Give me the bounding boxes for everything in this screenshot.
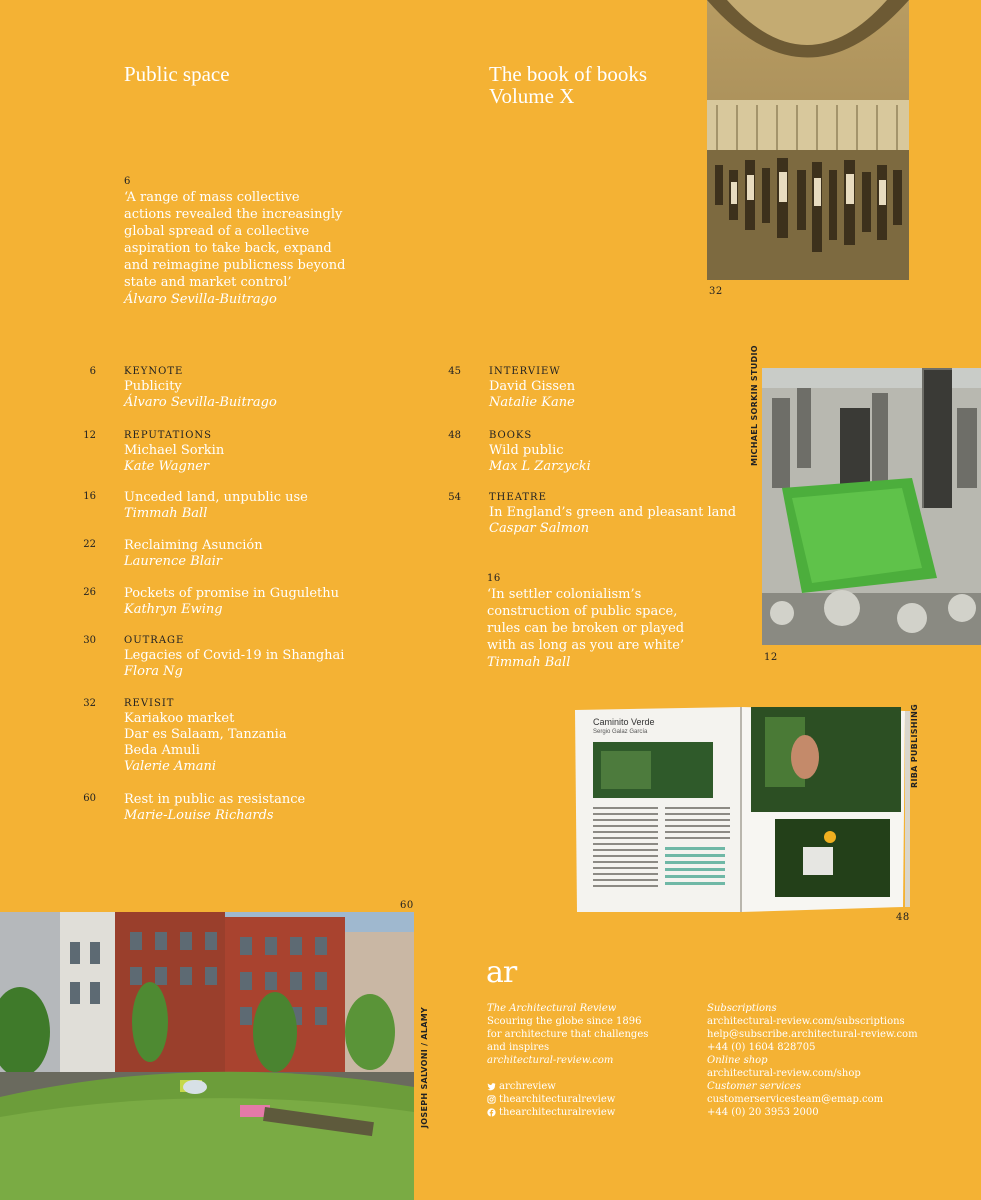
entry-title: Wild public [489, 443, 564, 458]
twitter-icon [487, 1082, 496, 1091]
subscriptions-link[interactable]: architectural-review.com/subscriptions [707, 1016, 905, 1027]
entry-author: Valerie Amani [124, 759, 216, 774]
customer-email[interactable]: customerservicesteam@emap.com [707, 1094, 884, 1105]
ar-logo: ar [486, 955, 517, 990]
park-lying-photo [0, 912, 414, 1200]
entry-category: REVISIT [124, 698, 175, 709]
entry-category: THEATRE [489, 492, 547, 503]
tagline-line: Scouring the globe since 1896 [487, 1016, 642, 1027]
quote-line: actions revealed the increasingly [124, 207, 343, 222]
subscriptions-email[interactable]: help@subscribe.architectural-review.com [707, 1029, 918, 1040]
entry-page-number: 16 [83, 491, 96, 502]
social-instagram[interactable] [487, 1093, 687, 1106]
entry-page-number: 48 [448, 430, 461, 441]
subscriptions-label: Subscriptions [707, 1003, 777, 1014]
quote-author: Álvaro Sevilla-Buitrago [124, 292, 277, 307]
airport-crowd-photo [707, 0, 909, 280]
heading-line-1: The book of books [489, 62, 648, 86]
tagline-line: for architecture that challenges [487, 1029, 649, 1040]
section-heading-public-space: Public space [124, 62, 230, 86]
photo-page-number: 12 [764, 652, 778, 663]
photo-credit: MICHAEL SORKIN STUDIO [750, 345, 759, 466]
entry-page-number: 60 [83, 793, 96, 804]
entry-author: Álvaro Sevilla-Buitrago [124, 395, 277, 410]
customer-phone: +44 (0) 20 3953 2000 [707, 1107, 819, 1118]
entry-author: Natalie Kane [489, 395, 575, 410]
quote-page-number: 16 [487, 573, 501, 584]
photo-page-number: 60 [400, 900, 414, 911]
entry-page-number: 6 [89, 366, 96, 377]
photo-credit: JOSEPH SALVONI / ALAMY [420, 1006, 429, 1128]
entry-title: Kariakoo market [124, 711, 235, 726]
subscriptions-phone: +44 (0) 1604 828705 [707, 1042, 816, 1053]
entry-page-number: 30 [83, 635, 96, 646]
entry-page-number: 54 [448, 492, 461, 503]
entry-category: BOOKS [489, 430, 533, 441]
spread-title: Caminito Verde [593, 717, 655, 727]
instagram-icon [487, 1095, 496, 1104]
entry-author: Laurence Blair [124, 554, 222, 569]
entry-author: Kathryn Ewing [124, 602, 223, 617]
quote-page-number: 6 [124, 176, 131, 187]
photo-credit: RIBA PUBLISHING [910, 704, 919, 788]
spread-author: Sergio Galaz García [593, 729, 648, 735]
quote-line: state and market control’ [124, 275, 292, 290]
entry-title: Pockets of promise in Gugulethu [124, 586, 339, 601]
pull-quote-keynote [124, 176, 364, 308]
entry-title: Publicity [124, 379, 182, 394]
social-handle: thearchitecturalreview [499, 1107, 616, 1118]
entry-author: Flora Ng [124, 664, 183, 679]
entry-author: Marie-Louise Richards [124, 808, 274, 823]
entry-title: Reclaiming Asunción [124, 538, 263, 553]
entry-page-number: 26 [83, 587, 96, 598]
shop-label: Online shop [707, 1055, 768, 1066]
tagline-line: and inspires [487, 1042, 550, 1053]
entry-title: In England’s green and pleasant land [489, 505, 737, 520]
photo-page-number: 32 [709, 286, 723, 297]
quote-line: with as long as you are white’ [487, 638, 685, 653]
entry-author: Timmah Ball [124, 506, 208, 521]
quote-author: Timmah Ball [487, 655, 571, 670]
entry-category: KEYNOTE [124, 366, 184, 377]
entry-page-number: 45 [448, 366, 461, 377]
quote-line: and reimagine publicness beyond [124, 258, 346, 273]
entry-author: Max L Zarzycki [489, 459, 591, 474]
quote-line: global spread of a collective [124, 224, 310, 239]
footer-contacts [707, 1002, 947, 1119]
quote-text [124, 189, 364, 308]
social-handle: archreview [499, 1081, 556, 1092]
entry-page-number: 22 [83, 539, 96, 550]
entry-title: Michael Sorkin [124, 443, 225, 458]
entry-author: Caspar Salmon [489, 521, 590, 536]
social-facebook[interactable] [487, 1106, 687, 1119]
entry-title: Unceded land, unpublic use [124, 490, 308, 505]
shop-link[interactable]: architectural-review.com/shop [707, 1068, 861, 1079]
entry-author: Kate Wagner [124, 459, 210, 474]
quote-line: ‘In settler colonialism’s [487, 587, 642, 602]
quote-line: aspiration to take back, expand [124, 241, 332, 256]
social-handle: thearchitecturalreview [499, 1094, 616, 1105]
entry-category: INTERVIEW [489, 366, 561, 377]
entry-title: Legacies of Covid-19 in Shanghai [124, 648, 345, 663]
entry-title: David Gissen [489, 379, 576, 394]
pull-quote-settler [487, 573, 727, 671]
entry-title: Dar es Salaam, Tanzania [124, 727, 287, 742]
quote-line: ‘A range of mass collective [124, 190, 300, 205]
section-heading-book-of-books [489, 63, 647, 107]
photo-page-number: 48 [896, 912, 910, 923]
book-spread-photo [575, 707, 910, 912]
website-link[interactable]: architectural-review.com [487, 1055, 614, 1066]
quote-line: construction of public space, [487, 604, 678, 619]
footer-about [487, 1002, 687, 1119]
entry-category: OUTRAGE [124, 635, 185, 646]
entry-category: REPUTATIONS [124, 430, 213, 441]
customer-label: Customer services [707, 1081, 801, 1092]
magazine-name: The Architectural Review [487, 1003, 617, 1014]
heading-line-2: Volume X [489, 84, 575, 108]
facebook-icon [487, 1108, 496, 1117]
sorkin-aerial-photo [762, 368, 981, 645]
entry-title: Beda Amuli [124, 743, 200, 758]
entry-page-number: 32 [83, 698, 96, 709]
social-twitter[interactable] [487, 1080, 687, 1093]
entry-title: Rest in public as resistance [124, 792, 306, 807]
quote-line: rules can be broken or played [487, 621, 685, 636]
entry-page-number: 12 [83, 430, 96, 441]
